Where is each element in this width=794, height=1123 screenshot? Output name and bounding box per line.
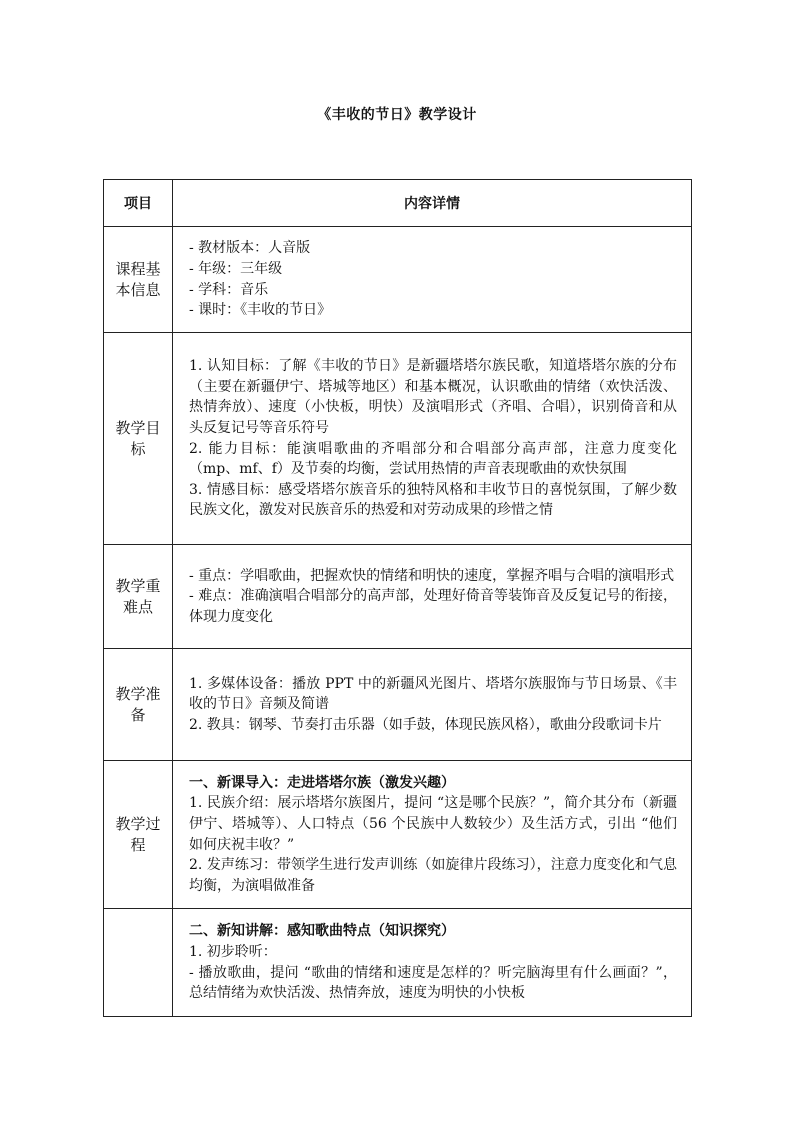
table-row-process	[104, 761, 692, 909]
content-line: 1. 认知目标：了解《丰收的节日》是新疆塔塔尔族民歌，知道塔塔尔族的分布（主要在新疆伊宁、塔城等地区）和基本概况，认识歌曲的情绪（欢快活泼、热情奔放）、速度（小快板，明快）及演唱形式（齐唱、合唱），识别倚音和从头反复记号等音乐符号	[189, 358, 677, 436]
row-label: 课程基本信息	[104, 227, 173, 333]
content-line: - 学科：音乐	[189, 281, 269, 298]
content-line: 1. 初步聆听：	[189, 943, 277, 960]
row-label: 教学准备	[104, 649, 173, 761]
lesson-plan-table	[103, 179, 692, 1017]
header-content: 内容详情	[173, 180, 692, 227]
table-row-key-points	[104, 545, 692, 649]
table-header-row	[104, 180, 692, 227]
header-item: 项目	[104, 180, 173, 227]
section-heading: 一、新课导入：走进塔塔尔族（激发兴趣）	[189, 774, 455, 791]
table-row-process-continued	[104, 909, 692, 1017]
content-line: - 难点：准确演唱合唱部分的高声部，处理好倚音等装饰音及反复记号的衔接，体现力度变化	[189, 588, 677, 625]
content-line: 2. 教具：钢琴、节奏打击乐器（如手鼓，体现民族风格），歌曲分段歌词卡片	[189, 716, 662, 733]
row-label: 教学目标	[104, 333, 173, 545]
content-line: 1. 民族介绍：展示塔塔尔族图片，提问 “这是哪个民族？”，简介其分布（新疆伊宁、塔城等）、人口特点（56 个民族中人数较少）及生活方式，引出 “他们如何庆祝丰收？”	[189, 795, 677, 853]
row-content	[173, 649, 692, 761]
row-content	[173, 333, 692, 545]
content-line: - 播放歌曲，提问 “歌曲的情绪和速度是怎样的？听完脑海里有什么画面？”，总结情绪为欢快活泼、热情奔放，速度为明快的小快板	[189, 964, 677, 1002]
row-label	[104, 909, 173, 1017]
table-row-basic-info	[104, 227, 692, 333]
row-label: 教学重难点	[104, 545, 173, 649]
content-line: - 课时：《丰收的节日》	[189, 302, 332, 319]
content-line: - 重点：学唱歌曲，把握欢快的情绪和明快的速度，掌握齐唱与合唱的演唱形式	[189, 567, 675, 584]
content-line: 1. 多媒体设备：播放 PPT 中的新疆风光图片、塔塔尔族服饰与节日场景、《丰收的节日》音频及简谱	[189, 675, 677, 713]
document-title: 《丰收的节日》教学设计	[317, 107, 477, 123]
row-content	[173, 545, 692, 649]
content-line: 2. 发声练习：带领学生进行发声训练（如旋律片段练习），注意力度变化和气息均衡，为演唱做准备	[189, 857, 677, 894]
content-line: 2. 能力目标：能演唱歌曲的齐唱部分和合唱部分高声部，注意力度变化（mp、mf、f）及节奏的均衡，尝试用热情的声音表现歌曲的欢快氛围	[189, 440, 677, 478]
content-line: - 年级：三年级	[189, 260, 283, 277]
row-content	[173, 909, 692, 1017]
row-content	[173, 761, 692, 909]
content-line: - 教材版本：人音版	[189, 240, 311, 257]
table-row-preparation	[104, 649, 692, 761]
section-heading: 二、新知讲解：感知歌曲特点（知识探究）	[189, 923, 455, 940]
row-label: 教学过程	[104, 761, 173, 909]
row-content	[173, 227, 692, 333]
content-line: 3. 情感目标：感受塔塔尔族音乐的独特风格和丰收节日的喜悦氛围，了解少数民族文化，激发对民族音乐的热爱和对劳动成果的珍惜之情	[189, 481, 677, 519]
table-row-objectives	[104, 333, 692, 545]
